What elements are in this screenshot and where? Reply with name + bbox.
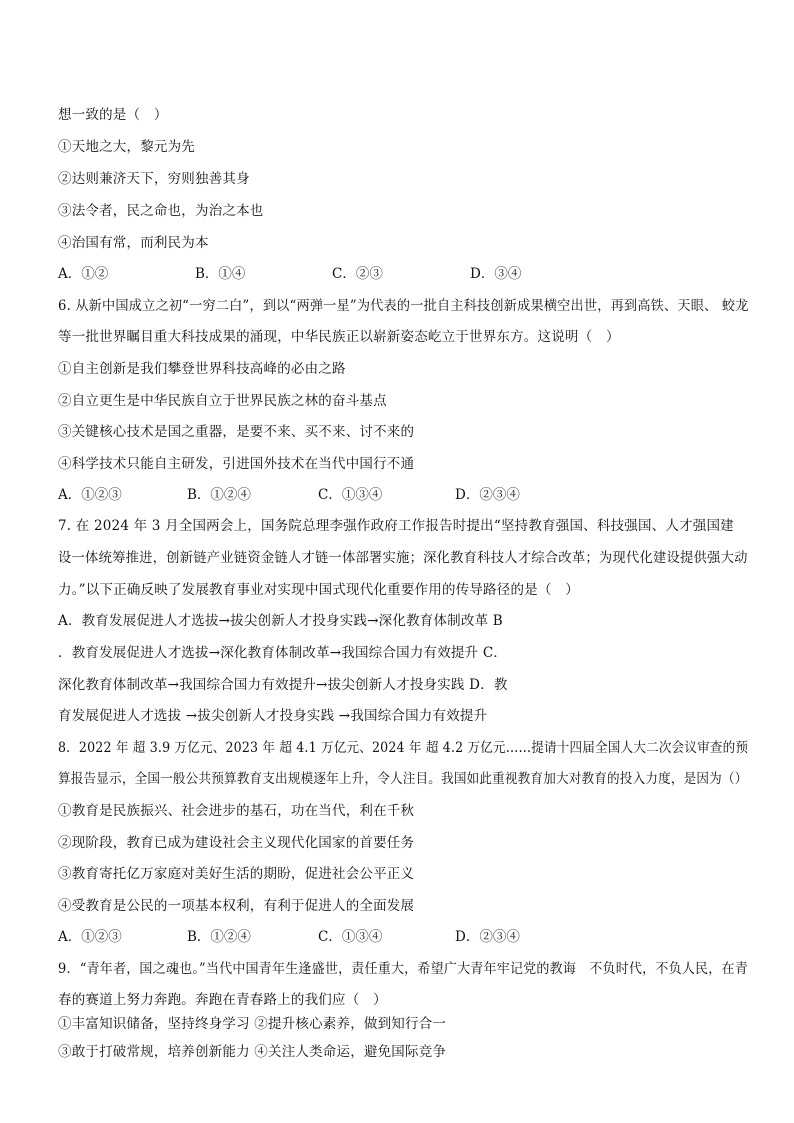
q5-stem-tail: 想一致的是（ ） [58, 107, 168, 123]
q7-stem-line-3: 力。”以下正确反映了发展教育事业对实现中国式现代化重要作用的传导路径的是（ ） [58, 582, 579, 598]
q7-stem-line-1: 7. 在 2024 年 3 月全国两会上，国务院总理李强作政府工作报告时提出“坚持教育强国、科技强国、人才强国建 [58, 518, 734, 534]
q6-stem-line-1: 6. 从新中国成立之初“一穷二白”，到以“两弹一星”为代表的一批自主科技创新成果横空出世，再到高铁、天眼、 蛟龙 [58, 298, 749, 314]
q5-option-d[interactable]: D．③④ [470, 266, 522, 282]
q5-item-4: ④治国有常，而利民为本 [58, 235, 209, 251]
q6-stem-line-2: 等一批世界瞩目重大科技成果的涌现，中华民族正以崭新姿态屹立于世界东方。这说明（ ） [58, 329, 620, 345]
q5-item-1: ①天地之大，黎元为先 [58, 139, 195, 155]
q7-option-line-2: ．教育发展促进人才选拔→深化教育体制改革→我国综合国力有效提升 C． [58, 645, 508, 661]
q6-item-2: ②自立更生是中华民族自立于世界民族之林的奋斗基点 [58, 393, 387, 409]
q8-item-4: ④受教育是公民的一项基本权利，有利于促进人的全面发展 [58, 898, 415, 914]
q5-option-b[interactable]: B．①④ [195, 266, 246, 282]
q5-item-3: ③法令者，民之命也，为治之本也 [58, 203, 264, 219]
q6-option-d[interactable]: D．②③④ [455, 487, 520, 503]
q9-items-line-1: ①丰富知识储备，坚持终身学习 ②提升核心素养，做到知行合一 [58, 1016, 447, 1032]
q6-option-b[interactable]: B．①②④ [187, 487, 251, 503]
q7-stem-line-2: 设一体统筹推进，创新链产业链资金链人才链一体部署实施；深化教育科技人才综合改革；为现代化建设提供强大动 [58, 550, 748, 566]
q6-item-1: ①自主创新是我们攀登世界科技高峰的必由之路 [58, 361, 346, 377]
q5-option-c[interactable]: C．②③ [332, 266, 383, 282]
q5-item-2: ②达则兼济天下，穷则独善其身 [58, 171, 250, 187]
q8-item-2: ②现阶段，教育已成为建设社会主义现代化国家的首要任务 [58, 835, 415, 851]
q8-stem-line-2: 算报告显示，全国一般公共预算教育支出规模逐年上升，令人注目。我国如此重视教育加大对教育的投入力度，是因为（） [58, 771, 748, 787]
q6-option-a[interactable]: A．①②③ [58, 487, 122, 503]
q8-option-a[interactable]: A．①②③ [58, 929, 122, 945]
q8-option-c[interactable]: C．①③④ [318, 929, 383, 945]
q8-option-d[interactable]: D．②③④ [455, 929, 520, 945]
q6-item-4: ④科学技术只能自主研发，引进国外技术在当代中国行不通 [58, 456, 415, 472]
q9-items-line-2: ③敢于打破常规，培养创新能力 ④关注人类命运，避免国际竞争 [58, 1044, 447, 1060]
q7-option-line-3: 深化教育体制改革→我国综合国力有效提升→拔尖创新人才投身实践 D．教 [58, 677, 508, 693]
q5-options [58, 265, 748, 283]
q9-stem-line-1: 9．“青年者，国之魂也。”当代中国青年生逢盛世，责任重大，希望广大青年牢记党的教诲 不负时代，不负人民，在青 [58, 961, 748, 977]
q9-stem-line-2: 春的赛道上努力奔跑。奔跑在青春路上的我们应（ ） [58, 992, 387, 1008]
q7-option-line-4: 育发展促进人才选拔 →拔尖创新人才投身实践 →我国综合国力有效提升 [58, 708, 488, 724]
q6-options [58, 486, 748, 504]
q5-option-a[interactable]: A．①② [58, 266, 109, 282]
q7-option-line-1: A．教育发展促进人才选拔→拔尖创新人才投身实践→深化教育体制改革 B [58, 613, 503, 629]
q6-item-3: ③关键核心技术是国之重器，是要不来、买不来、讨不来的 [58, 424, 415, 440]
q8-stem-line-1: 8．2022 年 超 3.9 万亿元、2023 年 超 4.1 万亿元、2024 年 超 4.2 万亿元……提请十四届全国人大二次会议审查的预 [58, 740, 749, 756]
q8-option-b[interactable]: B．①②④ [187, 929, 251, 945]
q8-item-1: ①教育是民族振兴、社会进步的基石，功在当代，利在千秋 [58, 803, 415, 819]
q6-option-c[interactable]: C．①③④ [318, 487, 383, 503]
q8-item-3: ③教育寄托亿万家庭对美好生活的期盼，促进社会公平正义 [58, 866, 415, 882]
q8-options [58, 928, 748, 946]
